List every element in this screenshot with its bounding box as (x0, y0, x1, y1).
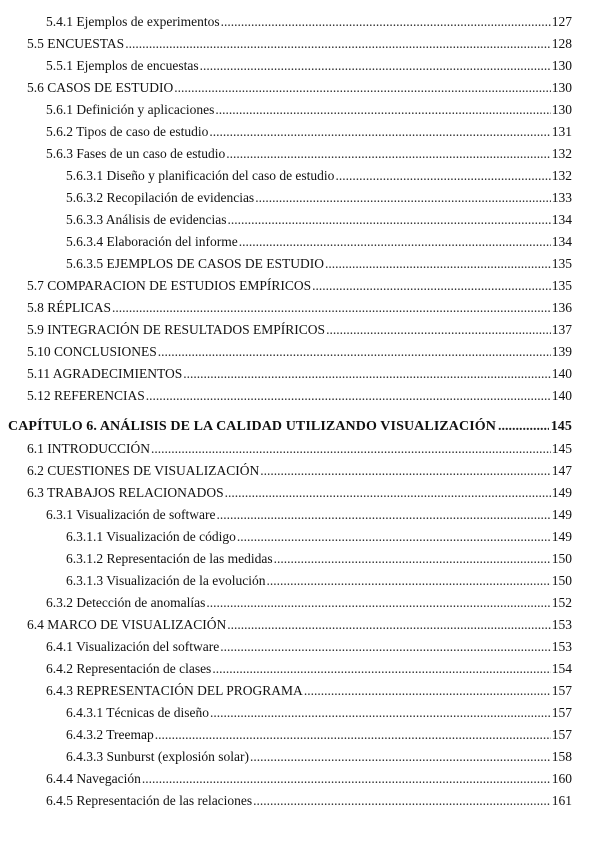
toc-entry-title: 5.6.1 Definición y aplicaciones (46, 102, 215, 117)
toc-entry-title: 6.3.1.1 Visualización de código (66, 529, 236, 544)
toc-page-number: 154 (551, 661, 572, 676)
toc-page-number: 157 (551, 683, 572, 698)
toc-entry (66, 188, 572, 208)
toc-entry-title: 6.3 TRABAJOS RELACIONADOS (27, 485, 224, 500)
toc-entry-title: 5.4.1 Ejemplos de experimentos (46, 14, 220, 29)
toc-page-number: 149 (551, 485, 572, 500)
toc-page-number: 132 (551, 168, 572, 183)
toc-entry (66, 549, 572, 569)
toc-page-number: 128 (551, 36, 572, 51)
toc-page-number: 133 (551, 190, 572, 205)
toc-entry-title: 5.8 RÉPLICAS (27, 300, 112, 315)
toc-entry-title: 5.12 REFERENCIAS (27, 388, 145, 403)
toc-entry (66, 166, 572, 186)
toc-entry-title: 5.6.3.5 EJEMPLOS DE CASOS DE ESTUDIO (66, 256, 325, 271)
toc-page-number: 145 (551, 441, 572, 456)
toc-entry (46, 505, 572, 525)
toc-page-number: 150 (551, 551, 572, 566)
toc-dot-leader (215, 100, 550, 120)
toc-dot-leader (274, 549, 551, 569)
toc-entry-title: 6.4.3 REPRESENTACIÓN DEL PROGRAMA (46, 683, 303, 698)
toc-entry-title: 6.4.2 Representación de clases (46, 661, 212, 676)
toc-entry (46, 100, 572, 120)
toc-page-number: 145 (550, 419, 572, 434)
toc-entry (66, 725, 572, 745)
toc-entry-title: 6.4.3.3 Sunburst (explosión solar) (66, 749, 249, 764)
toc-dot-leader (335, 166, 550, 186)
toc-dot-leader (226, 144, 551, 164)
toc-entry-title: 6.3.1.3 Visualización de la evolución (66, 573, 266, 588)
toc-entry (46, 659, 572, 679)
toc-page-number: 135 (551, 256, 572, 271)
toc-entry (27, 34, 572, 54)
toc-entry (27, 298, 572, 318)
toc-entry-title: 5.7 COMPARACION DE ESTUDIOS EMPÍRICOS (27, 278, 312, 293)
toc-entry-title: 6.4 MARCO DE VISUALIZACIÓN (27, 617, 227, 632)
toc-page-number: 149 (551, 507, 572, 522)
toc-dot-leader (112, 298, 551, 318)
toc-entry-title: 5.11 AGRADECIMIENTOS (27, 366, 183, 381)
toc-page-number: 131 (551, 124, 572, 139)
toc-page-number: 140 (551, 366, 572, 381)
toc-page-number: 135 (551, 278, 572, 293)
toc-dot-leader (325, 254, 551, 274)
toc-entry-title: 5.6.3.4 Elaboración del informe (66, 234, 238, 249)
toc-entry (27, 615, 572, 635)
toc-entry (27, 364, 572, 384)
toc-entry-title: 5.6.2 Tipos de caso de estudio (46, 124, 209, 139)
toc-entry (66, 210, 572, 230)
toc-entry-title: 6.1 INTRODUCCIÓN (27, 441, 150, 456)
toc-page-number: 160 (551, 771, 572, 786)
toc-dot-leader (304, 681, 551, 701)
toc-entry (27, 386, 572, 406)
toc-entry-title: 5.6 CASOS DE ESTUDIO (27, 80, 174, 95)
toc-dot-leader (227, 615, 550, 635)
toc-dot-leader (250, 747, 551, 767)
toc-dot-leader (267, 571, 551, 591)
toc-entry (46, 791, 572, 811)
toc-page-number: 153 (551, 639, 572, 654)
toc-entry (46, 593, 572, 613)
toc-entry-title: 5.9 INTEGRACIÓN DE RESULTADOS EMPÍRICOS (27, 322, 326, 337)
toc-dot-leader (227, 210, 550, 230)
toc-page-number: 139 (551, 344, 572, 359)
toc-entry-title: 5.6.3.1 Diseño y planificación del caso de estudio (66, 168, 335, 183)
toc-entry (27, 320, 572, 340)
toc-dot-leader (200, 56, 551, 76)
toc-page-number: 127 (551, 14, 572, 29)
toc-dot-leader (125, 34, 551, 54)
toc-page-number: 157 (551, 705, 572, 720)
toc-page-number: 161 (551, 793, 572, 808)
toc-entry (46, 769, 572, 789)
toc-dot-leader (312, 276, 551, 296)
toc-dot-leader (326, 320, 551, 340)
toc-dot-leader (260, 461, 551, 481)
toc-dot-leader (210, 703, 551, 723)
toc-dot-leader (151, 439, 551, 459)
toc-entry-title: 5.6.3 Fases de un caso de estudio (46, 146, 226, 161)
toc-entry-title: 5.5 ENCUESTAS (27, 36, 125, 51)
toc-entry-title: 6.4.4 Navegación (46, 771, 141, 786)
toc-dot-leader (174, 78, 550, 98)
toc-page-number: 130 (551, 58, 572, 73)
toc-page-number: 137 (551, 322, 572, 337)
toc-entry (27, 78, 572, 98)
toc-page-number: 158 (551, 749, 572, 764)
toc-entry (66, 527, 572, 547)
toc-dot-leader (212, 659, 550, 679)
toc-dot-leader (146, 386, 551, 406)
toc-entry (66, 254, 572, 274)
toc-entry (27, 276, 572, 296)
toc-entry-title: 6.4.3.2 Treemap (66, 727, 154, 742)
toc-dot-leader (253, 791, 551, 811)
toc-dot-leader (206, 593, 550, 613)
toc-entry-title: 5.5.1 Ejemplos de encuestas (46, 58, 199, 73)
toc-dot-leader (239, 232, 551, 252)
toc-dot-leader (225, 483, 551, 503)
toc-page-number: 132 (551, 146, 572, 161)
toc-entry (46, 637, 572, 657)
toc-page-number: 130 (551, 102, 572, 117)
toc-page-number: 140 (551, 388, 572, 403)
toc-dot-leader (158, 342, 551, 362)
toc-entry-title: 6.4.1 Visualización del software (46, 639, 220, 654)
toc-page-number: 157 (551, 727, 572, 742)
toc-entry-title: 6.3.2 Detección de anomalías (46, 595, 206, 610)
toc-dot-leader (498, 417, 549, 437)
toc-entry-title: 6.3.1 Visualización de software (46, 507, 216, 522)
toc-entry-title: 5.6.3.3 Análisis de evidencias (66, 212, 227, 227)
toc-entry (66, 571, 572, 591)
toc-entry (27, 483, 572, 503)
toc-dot-leader (217, 505, 551, 525)
toc-dot-leader (209, 122, 550, 142)
toc-entry (46, 56, 572, 76)
toc-entry (66, 232, 572, 252)
toc-dot-leader (255, 188, 551, 208)
toc-page-number: 147 (551, 463, 572, 478)
toc-page-number: 134 (551, 212, 572, 227)
toc-page-number: 134 (551, 234, 572, 249)
toc-entry (46, 144, 572, 164)
toc-dot-leader (142, 769, 551, 789)
toc-entry (66, 703, 572, 723)
toc-entry (27, 439, 572, 459)
toc-entry (46, 12, 572, 32)
toc-entry (27, 461, 572, 481)
toc-dot-leader (155, 725, 551, 745)
toc-entry-title: 6.4.5 Representación de las relaciones (46, 793, 253, 808)
toc-dot-leader (237, 527, 551, 547)
toc-chapter-entry (8, 417, 572, 437)
toc-dot-leader (183, 364, 550, 384)
toc-entry-title: 5.10 CONCLUSIONES (27, 344, 157, 359)
toc-entry-title: 6.4.3.1 Técnicas de diseño (66, 705, 209, 720)
toc-dot-leader (221, 12, 551, 32)
toc-entry-title: 6.3.1.2 Representación de las medidas (66, 551, 273, 566)
toc-entry (46, 122, 572, 142)
toc-entry (46, 681, 572, 701)
toc-entry-title: 6.2 CUESTIONES DE VISUALIZACIÓN (27, 463, 260, 478)
toc-page-number: 149 (551, 529, 572, 544)
toc-page-number: 130 (551, 80, 572, 95)
toc-entry-title: 5.6.3.2 Recopilación de evidencias (66, 190, 255, 205)
toc-page-number: 150 (551, 573, 572, 588)
toc-page-number: 153 (551, 617, 572, 632)
toc-page-number: 152 (551, 595, 572, 610)
toc-entry (27, 342, 572, 362)
toc-entry-title: CAPÍTULO 6. ANÁLISIS DE LA CALIDAD UTILIZANDO VISUALIZACIÓN (8, 419, 496, 434)
toc-entry (66, 747, 572, 767)
toc-dot-leader (220, 637, 550, 657)
toc-page-number: 136 (551, 300, 572, 315)
